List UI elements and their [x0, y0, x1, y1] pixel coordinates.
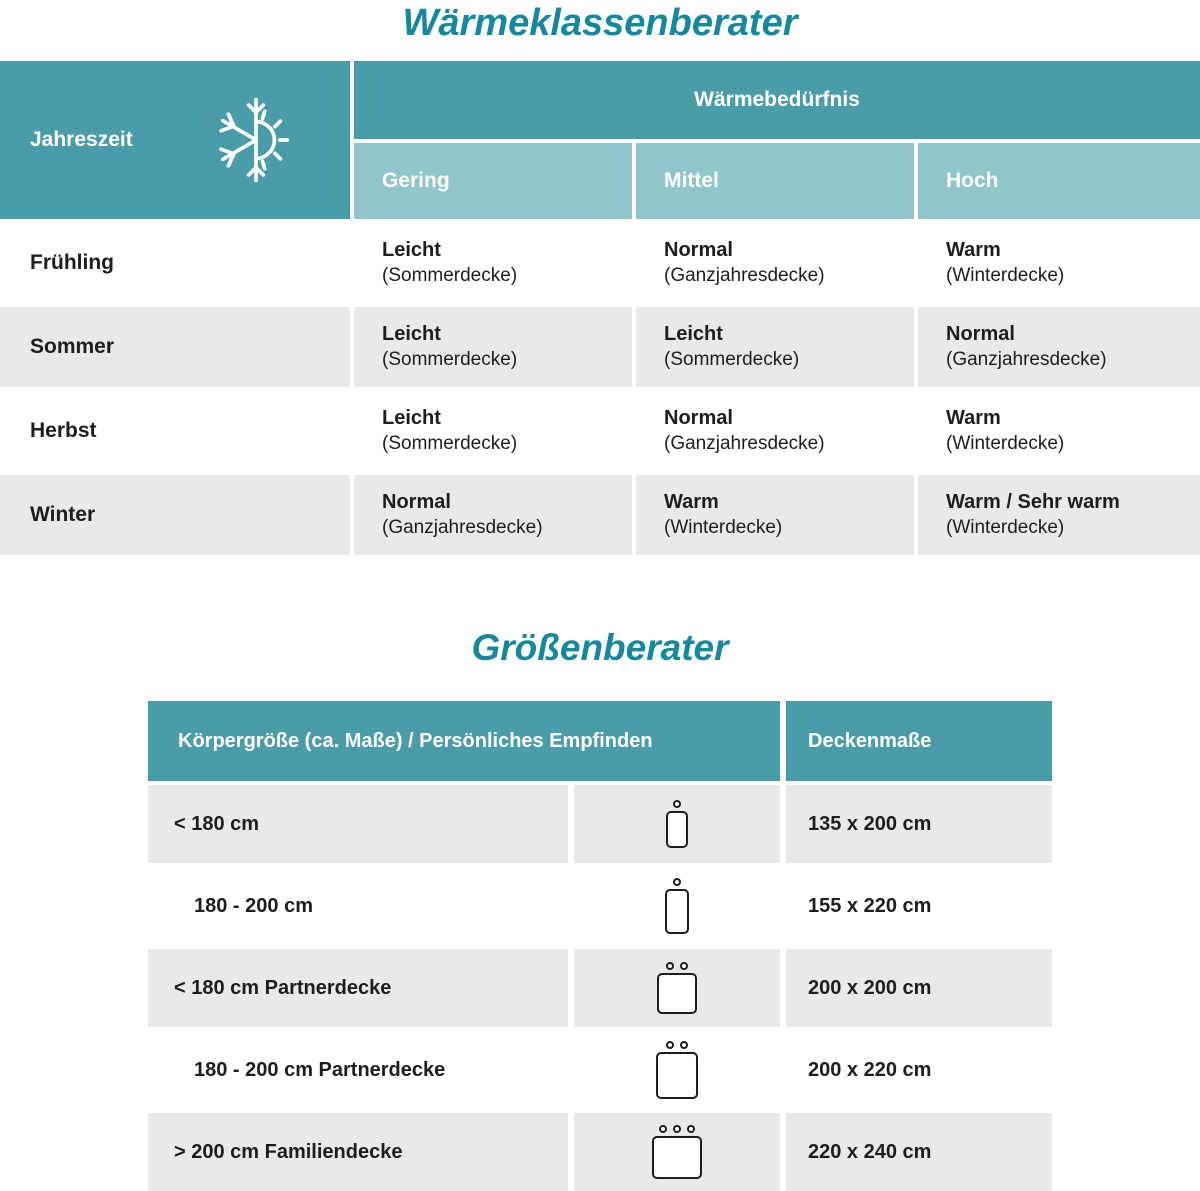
- blanket-shape: [652, 1136, 702, 1179]
- warmth-value: Normal: [664, 238, 733, 261]
- warmth-value: Warm: [664, 490, 719, 513]
- person-head-dot: [680, 1041, 688, 1049]
- col-header-hoch: Hoch: [918, 143, 1200, 219]
- blanket-type: (Sommerdecke): [382, 432, 518, 454]
- warmth-value: Warm / Sehr warm: [946, 490, 1120, 513]
- table-cell: [636, 307, 914, 387]
- icon-cell: [574, 1113, 780, 1191]
- size-advisor-table: [148, 701, 1052, 1191]
- blanket-type: (Winterdecke): [946, 264, 1065, 286]
- blanket-shape: [657, 973, 697, 1014]
- blanket-size-header: Deckenmaße: [786, 701, 1052, 781]
- warmth-value: Normal: [664, 406, 733, 429]
- icon-cell: [574, 785, 780, 863]
- blanket-type: (Sommerdecke): [382, 264, 518, 286]
- blanket-shape: [665, 889, 689, 934]
- blanket-size-value: 200 x 220 cm: [786, 1031, 1052, 1109]
- table-cell: [636, 475, 914, 555]
- snowflake-sun-icon: [208, 94, 304, 186]
- height-label: > 200 cm Familiendecke: [148, 1113, 568, 1191]
- blanket-size-value: 155 x 220 cm: [786, 867, 1052, 945]
- body-height-header: Körpergröße (ca. Maße) / Persönliches Empfinden: [148, 701, 780, 781]
- person-heads: [666, 1041, 688, 1049]
- person-head-dot: [659, 1125, 667, 1133]
- blanket-size-value: 220 x 240 cm: [786, 1113, 1052, 1191]
- season-label: Herbst: [0, 391, 350, 471]
- blanket-type: (Sommerdecke): [382, 348, 518, 370]
- warmth-value: Warm: [946, 406, 1001, 429]
- three-person-blanket-icon: [652, 1125, 702, 1179]
- person-heads: [666, 962, 688, 970]
- table-cell: [918, 391, 1200, 471]
- height-label: < 180 cm: [148, 785, 568, 863]
- warmth-class-title: Wärmeklassenberater: [402, 2, 798, 44]
- blanket-type: (Winterdecke): [946, 516, 1065, 538]
- person-head-dot: [666, 1041, 674, 1049]
- blanket-type: (Ganzjahresdecke): [664, 432, 825, 454]
- table-cell: [636, 223, 914, 303]
- blanket-shape: [656, 1052, 698, 1099]
- table-cell: [918, 475, 1200, 555]
- warmth-value: Leicht: [664, 322, 723, 345]
- two-person-blanket-icon: [657, 962, 697, 1014]
- height-label: 180 - 200 cm: [148, 867, 568, 945]
- warmth-value: Leicht: [382, 238, 441, 261]
- blanket-type: (Sommerdecke): [664, 348, 800, 370]
- table-cell: [918, 307, 1200, 387]
- person-head-dot: [673, 878, 681, 886]
- warmth-value: Normal: [946, 322, 1015, 345]
- person-heads: [659, 1125, 695, 1133]
- table-cell: [354, 307, 632, 387]
- col-header-gering: Gering: [354, 143, 632, 219]
- person-head-dot: [680, 962, 688, 970]
- table-cell: [354, 475, 632, 555]
- col-header-mittel: Mittel: [636, 143, 914, 219]
- season-label: Sommer: [0, 307, 350, 387]
- table-cell: [354, 223, 632, 303]
- warmth-value: Normal: [382, 490, 451, 513]
- blanket-type: (Ganzjahresdecke): [946, 348, 1107, 370]
- season-label: Winter: [0, 475, 350, 555]
- table-cell: [354, 391, 632, 471]
- person-head-dot: [673, 1125, 681, 1133]
- blanket-size-value: 200 x 200 cm: [786, 949, 1052, 1027]
- size-advisor-title: Größenberater: [471, 627, 729, 668]
- season-header-label: Jahreszeit: [30, 128, 133, 151]
- blanket-type: (Ganzjahresdecke): [664, 264, 825, 286]
- blanket-type: (Ganzjahresdecke): [382, 516, 543, 538]
- person-head-dot: [666, 962, 674, 970]
- height-label: < 180 cm Partnerdecke: [148, 949, 568, 1027]
- person-head-dot: [687, 1125, 695, 1133]
- two-person-blanket-icon: [656, 1041, 698, 1099]
- warmth-value: Leicht: [382, 322, 441, 345]
- season-header-cell: [0, 61, 350, 219]
- person-heads: [673, 878, 681, 886]
- single-person-blanket-icon: [665, 878, 689, 934]
- warmth-need-header: Wärmebedürfnis: [354, 61, 1200, 139]
- warmth-class-table: [0, 61, 1200, 555]
- icon-cell: [574, 867, 780, 945]
- blanket-type: (Winterdecke): [946, 432, 1065, 454]
- icon-cell: [574, 1031, 780, 1109]
- warmth-value: Leicht: [382, 406, 441, 429]
- icon-cell: [574, 949, 780, 1027]
- warmth-value: Warm: [946, 238, 1001, 261]
- table-cell: [918, 223, 1200, 303]
- person-heads: [673, 800, 681, 808]
- blanket-shape: [666, 811, 688, 848]
- person-head-dot: [673, 800, 681, 808]
- table-cell: [636, 391, 914, 471]
- blanket-size-value: 135 x 200 cm: [786, 785, 1052, 863]
- height-label: 180 - 200 cm Partnerdecke: [148, 1031, 568, 1109]
- season-label: Frühling: [0, 223, 350, 303]
- single-person-blanket-icon: [666, 800, 688, 848]
- blanket-type: (Winterdecke): [664, 516, 783, 538]
